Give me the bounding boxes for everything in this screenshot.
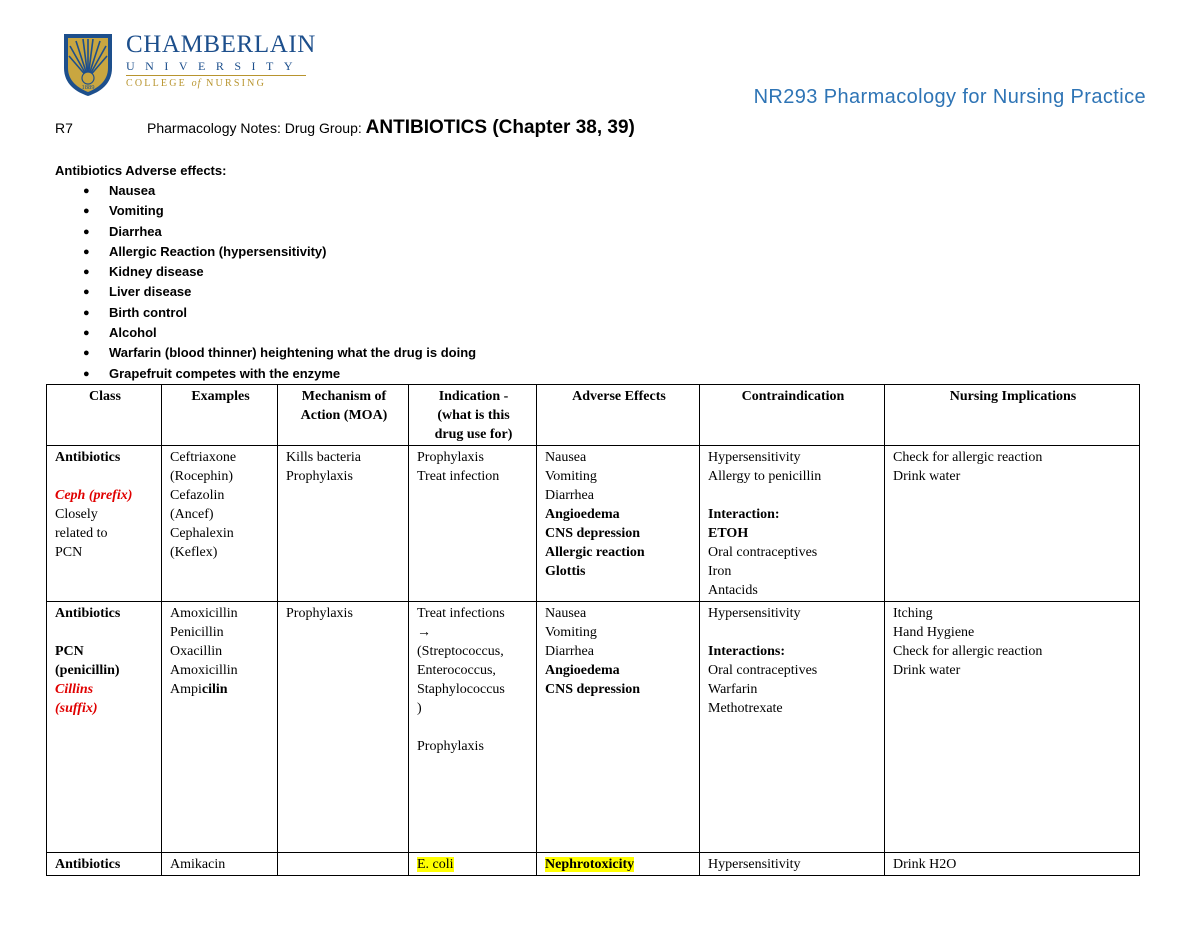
cell-nursing-implications: Drink H2O — [885, 853, 1140, 876]
notes-lead: Pharmacology Notes: Drug Group: — [147, 120, 362, 136]
cell-contraindication: Hypersensitivity Interactions: Oral contraceptives Warfarin Methotrexate — [700, 602, 885, 853]
cell-examples: Ceftriaxone (Rocephin) Cefazolin (Ancef) Cephalexin (Keflex) — [162, 446, 278, 602]
cell-examples: Amikacin — [162, 853, 278, 876]
cell-moa: Kills bacteria Prophylaxis — [278, 446, 409, 602]
cell-indication: E. coli — [409, 853, 537, 876]
antibiotics-table — [46, 384, 1140, 876]
cell-indication: Treat infections → (Streptococcus, Enterococcus, Staphylococcus ) Prophylaxis — [409, 602, 537, 853]
arrow-right-icon: → — [417, 625, 431, 640]
list-item: ● Vomiting — [55, 201, 476, 221]
list-item: ● Warfarin (blood thinner) heightening what the drug is doing — [55, 343, 476, 363]
header-moa: Mechanism of Action (MOA) — [278, 385, 409, 446]
chamberlain-logo — [62, 31, 316, 102]
header-examples: Examples — [162, 385, 278, 446]
university-shield-icon — [62, 32, 114, 98]
header-contraindication: Contraindication — [700, 385, 885, 446]
adverse-effects-list — [55, 181, 476, 384]
list-item: ● Birth control — [55, 303, 476, 323]
bullet-dot-icon: ● — [83, 327, 90, 340]
bullet-dot-icon: ● — [83, 266, 90, 279]
bullet-dot-icon: ● — [83, 245, 90, 258]
bullet-dot-icon: ● — [83, 185, 90, 197]
cell-class: Antibiotics Ceph (prefix) Closely related to PCN — [47, 446, 162, 602]
list-item: ● Diarrhea — [55, 222, 476, 242]
table-row — [47, 446, 1140, 602]
bullet-dot-icon: ● — [83, 367, 90, 380]
header-adverse-effects: Adverse Effects — [537, 385, 700, 446]
logo-university-name: CHAMBERLAIN — [126, 31, 316, 58]
cell-moa — [278, 853, 409, 876]
logo-nursing-word: NURSING — [206, 78, 266, 89]
cell-moa: Prophylaxis — [278, 602, 409, 853]
logo-university-word: UNIVERSITY — [126, 59, 303, 73]
cell-class: Antibiotics PCN (penicillin) Cillins (suffix) — [47, 602, 162, 853]
table-row — [47, 602, 1140, 853]
list-item: ● Alcohol — [55, 323, 476, 343]
adverse-effects-title: Antibiotics Adverse effects: — [55, 163, 227, 178]
notes-topic: ANTIBIOTICS (Chapter 38, 39) — [365, 117, 635, 138]
header-indication: Indication - (what is this drug use for) — [409, 385, 537, 446]
cell-contraindication: Hypersensitivity — [700, 853, 885, 876]
course-title: NR293 Pharmacology for Nursing Practice — [753, 86, 1146, 108]
cell-adverse-effects: Nausea Vomiting Diarrhea Angioedema CNS depression — [537, 602, 700, 853]
cell-adverse-effects: Nausea Vomiting Diarrhea Angioedema CNS depression Allergic reaction Glottis — [537, 446, 700, 602]
logo-college-word: COLLEGE — [126, 78, 187, 89]
logo-divider — [126, 75, 306, 76]
cell-adverse-effects: Nephrotoxicity — [537, 853, 700, 876]
bullet-dot-icon: ● — [83, 306, 90, 319]
cell-contraindication: Hypersensitivity Allergy to penicillin Interaction: ETOH Oral contraceptives Iron Antacids — [700, 446, 885, 602]
bullet-dot-icon: ● — [83, 205, 90, 218]
section-code: R7 — [55, 120, 73, 136]
table-row — [47, 853, 1140, 876]
logo-of-word: of — [191, 78, 202, 89]
list-item: ● Kidney disease — [55, 262, 476, 282]
bullet-dot-icon: ● — [83, 286, 90, 299]
list-item: ● Liver disease — [55, 282, 476, 302]
logo-college-line — [126, 78, 316, 89]
header-class: Class — [47, 385, 162, 446]
bullet-dot-icon: ● — [83, 225, 90, 238]
cell-nursing-implications: Check for allergic reaction Drink water — [885, 446, 1140, 602]
list-item: ● Allergic Reaction (hypersensitivity) — [55, 242, 476, 262]
header-nursing-implications: Nursing Implications — [885, 385, 1140, 446]
notes-subheading — [55, 117, 635, 139]
list-item: ● Grapefruit competes with the enzyme — [55, 364, 476, 384]
cell-class: Antibiotics — [47, 853, 162, 876]
bullet-dot-icon: ● — [83, 347, 90, 360]
table-header-row — [47, 385, 1140, 446]
cell-nursing-implications: Itching Hand Hygiene Check for allergic reaction Drink water — [885, 602, 1140, 853]
cell-examples: Amoxicillin Penicillin Oxacillin Amoxicillin Ampicilin — [162, 602, 278, 853]
cell-indication: Prophylaxis Treat infection — [409, 446, 537, 602]
list-item: ● Nausea — [55, 181, 476, 201]
shield-year: 1889 — [81, 84, 95, 91]
